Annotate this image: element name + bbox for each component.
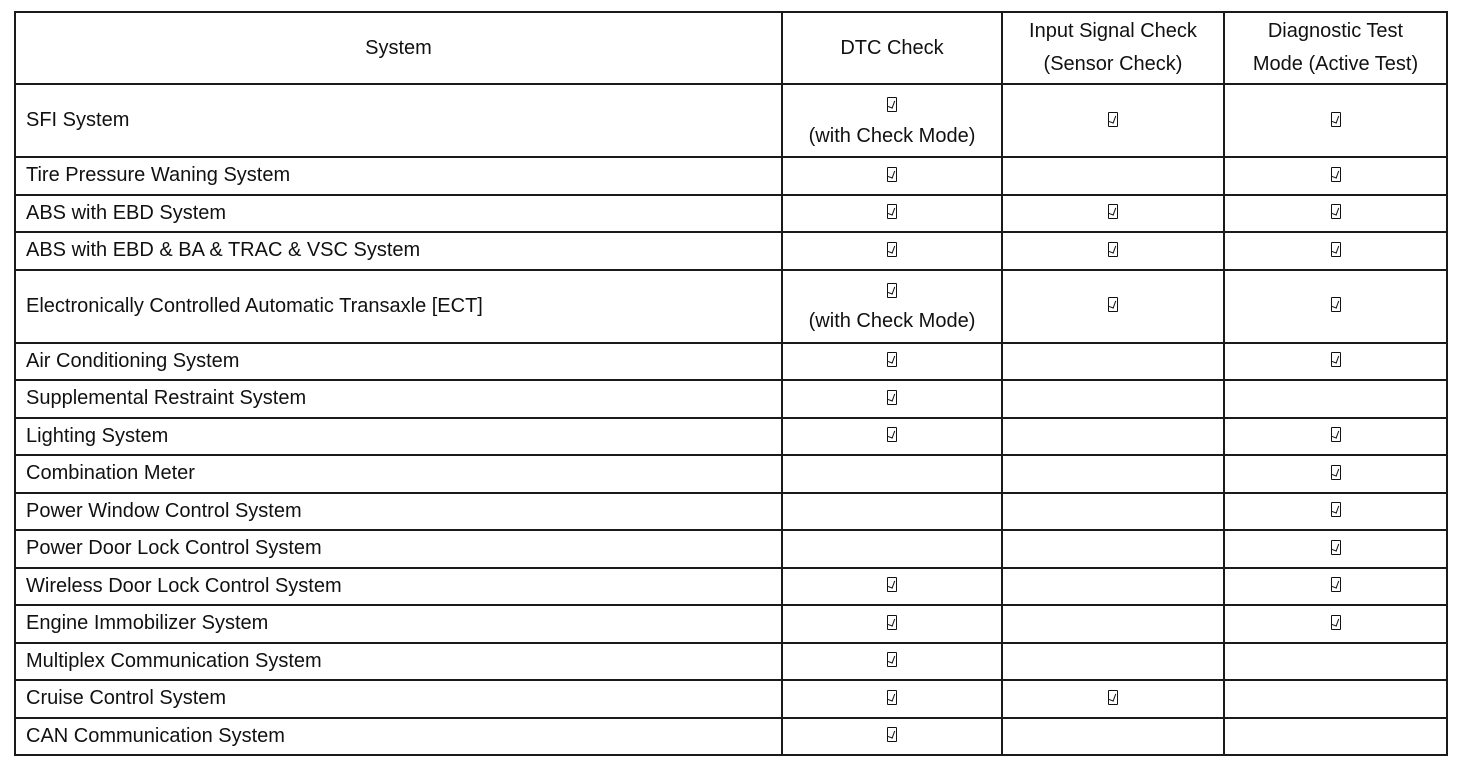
- dtc-cell: [782, 718, 1002, 756]
- input-cell: [1002, 718, 1224, 756]
- diag-cell: [1224, 643, 1447, 681]
- checkbox-mark-icon: [1331, 615, 1341, 630]
- checkbox-mark-icon: [1331, 577, 1341, 592]
- table-row: [15, 232, 1447, 270]
- checkbox-mark-icon: [1331, 540, 1341, 555]
- system-name-cell: Electronically Controlled Automatic Transaxle [ECT]: [15, 270, 782, 343]
- system-name-cell: Engine Immobilizer System: [15, 605, 782, 643]
- input-cell: [1002, 232, 1224, 270]
- checkbox-mark-icon: [1108, 690, 1118, 705]
- checkbox-mark-icon: [887, 577, 897, 592]
- system-name-cell: ABS with EBD System: [15, 195, 782, 233]
- diag-cell: [1224, 84, 1447, 157]
- system-name-cell: Cruise Control System: [15, 680, 782, 718]
- checkbox-mark-icon: [1331, 465, 1341, 480]
- checkbox-mark-icon: [1108, 112, 1118, 127]
- table-row: [15, 380, 1447, 418]
- checkbox-mark-icon: [1331, 297, 1341, 312]
- dtc-cell: [782, 568, 1002, 606]
- diag-cell: [1224, 157, 1447, 195]
- checkbox-mark-icon: [887, 242, 897, 257]
- diag-cell: [1224, 195, 1447, 233]
- system-name-cell: Multiplex Communication System: [15, 643, 782, 681]
- header-diagnostic-test-mode: [1224, 12, 1447, 84]
- checkbox-mark-icon: [1331, 167, 1341, 182]
- dtc-cell: [782, 84, 1002, 157]
- diag-cell: [1224, 605, 1447, 643]
- dtc-cell: [782, 493, 1002, 531]
- input-cell: [1002, 493, 1224, 531]
- system-name-cell: SFI System: [15, 84, 782, 157]
- system-name-cell: Wireless Door Lock Control System: [15, 568, 782, 606]
- check-mode-note: (with Check Mode): [808, 310, 976, 332]
- checkbox-mark-icon: [887, 652, 897, 667]
- check-mark-wrapper: [783, 91, 1001, 121]
- input-cell: [1002, 530, 1224, 568]
- system-name-cell: Power Window Control System: [15, 493, 782, 531]
- dtc-cell: [782, 195, 1002, 233]
- checkbox-mark-icon: [1331, 502, 1341, 517]
- checkbox-mark-icon: [887, 727, 897, 742]
- checkbox-mark-icon: [887, 167, 897, 182]
- table-row: [15, 157, 1447, 195]
- checkbox-mark-icon: [887, 204, 897, 219]
- table-row: [15, 493, 1447, 531]
- header-row: [15, 12, 1447, 84]
- table-row: [15, 605, 1447, 643]
- check-mark-wrapper: [783, 276, 1001, 306]
- checkbox-mark-icon: [1108, 242, 1118, 257]
- dtc-cell: [782, 643, 1002, 681]
- checkbox-mark-icon: [1108, 297, 1118, 312]
- checkbox-mark-icon: [1331, 112, 1341, 127]
- input-cell: [1002, 343, 1224, 381]
- input-cell: [1002, 568, 1224, 606]
- input-cell: [1002, 605, 1224, 643]
- system-name-cell: Lighting System: [15, 418, 782, 456]
- dtc-cell: [782, 343, 1002, 381]
- system-name-cell: Tire Pressure Waning System: [15, 157, 782, 195]
- table-row: [15, 270, 1447, 343]
- header-input-line-1: Input Signal Check: [1029, 20, 1197, 42]
- header-input-signal-check: [1002, 12, 1224, 84]
- table-row: [15, 195, 1447, 233]
- table-body: [15, 84, 1447, 755]
- checkbox-mark-icon: [887, 615, 897, 630]
- table-row: [15, 455, 1447, 493]
- diag-cell: [1224, 343, 1447, 381]
- header-diag-line-1: Diagnostic Test: [1267, 20, 1404, 42]
- system-name-cell: Power Door Lock Control System: [15, 530, 782, 568]
- checkbox-mark-icon: [887, 97, 897, 112]
- input-cell: [1002, 84, 1224, 157]
- dtc-cell: [782, 418, 1002, 456]
- input-cell: [1002, 270, 1224, 343]
- system-name-cell: Supplemental Restraint System: [15, 380, 782, 418]
- checkbox-mark-icon: [1331, 204, 1341, 219]
- system-name-cell: Air Conditioning System: [15, 343, 782, 381]
- table-row: [15, 418, 1447, 456]
- dtc-cell: [782, 605, 1002, 643]
- diag-cell: [1224, 568, 1447, 606]
- system-name-cell: CAN Communication System: [15, 718, 782, 756]
- checkbox-mark-icon: [887, 427, 897, 442]
- header-input-line-2: (Sensor Check): [1043, 53, 1183, 75]
- diag-cell: [1224, 455, 1447, 493]
- diag-cell: [1224, 380, 1447, 418]
- diag-cell: [1224, 418, 1447, 456]
- diag-cell: [1224, 680, 1447, 718]
- diag-cell: [1224, 493, 1447, 531]
- table-row: [15, 530, 1447, 568]
- input-cell: [1002, 380, 1224, 418]
- checkbox-mark-icon: [887, 283, 897, 298]
- diag-cell: [1224, 718, 1447, 756]
- dtc-cell: [782, 380, 1002, 418]
- table-row: [15, 718, 1447, 756]
- checkbox-mark-icon: [1331, 242, 1341, 257]
- checkbox-mark-icon: [1108, 204, 1118, 219]
- check-mode-note: (with Check Mode): [808, 124, 976, 147]
- diag-cell: [1224, 270, 1447, 343]
- input-cell: [1002, 195, 1224, 233]
- header-diag-line-2: Mode (Active Test): [1252, 53, 1419, 75]
- system-name-cell: ABS with EBD & BA & TRAC & VSC System: [15, 232, 782, 270]
- system-name-cell: Combination Meter: [15, 455, 782, 493]
- input-cell: [1002, 418, 1224, 456]
- checkbox-mark-icon: [1331, 352, 1341, 367]
- table-row: [15, 568, 1447, 606]
- dtc-cell: [782, 680, 1002, 718]
- diag-cell: [1224, 530, 1447, 568]
- diagnostic-function-table: [14, 11, 1448, 756]
- header-dtc-check: DTC Check: [782, 12, 1002, 84]
- dtc-cell: [782, 455, 1002, 493]
- table-row: [15, 84, 1447, 157]
- dtc-cell: [782, 157, 1002, 195]
- input-cell: [1002, 680, 1224, 718]
- diag-cell: [1224, 232, 1447, 270]
- table-row: [15, 680, 1447, 718]
- checkbox-mark-icon: [887, 390, 897, 405]
- dtc-cell: [782, 530, 1002, 568]
- checkbox-mark-icon: [887, 690, 897, 705]
- checkbox-mark-icon: [887, 352, 897, 367]
- checkbox-mark-icon: [1331, 427, 1341, 442]
- input-cell: [1002, 455, 1224, 493]
- input-cell: [1002, 157, 1224, 195]
- input-cell: [1002, 643, 1224, 681]
- table-row: [15, 343, 1447, 381]
- dtc-cell: [782, 270, 1002, 343]
- dtc-cell: [782, 232, 1002, 270]
- table-row: [15, 643, 1447, 681]
- header-system: System: [15, 12, 782, 84]
